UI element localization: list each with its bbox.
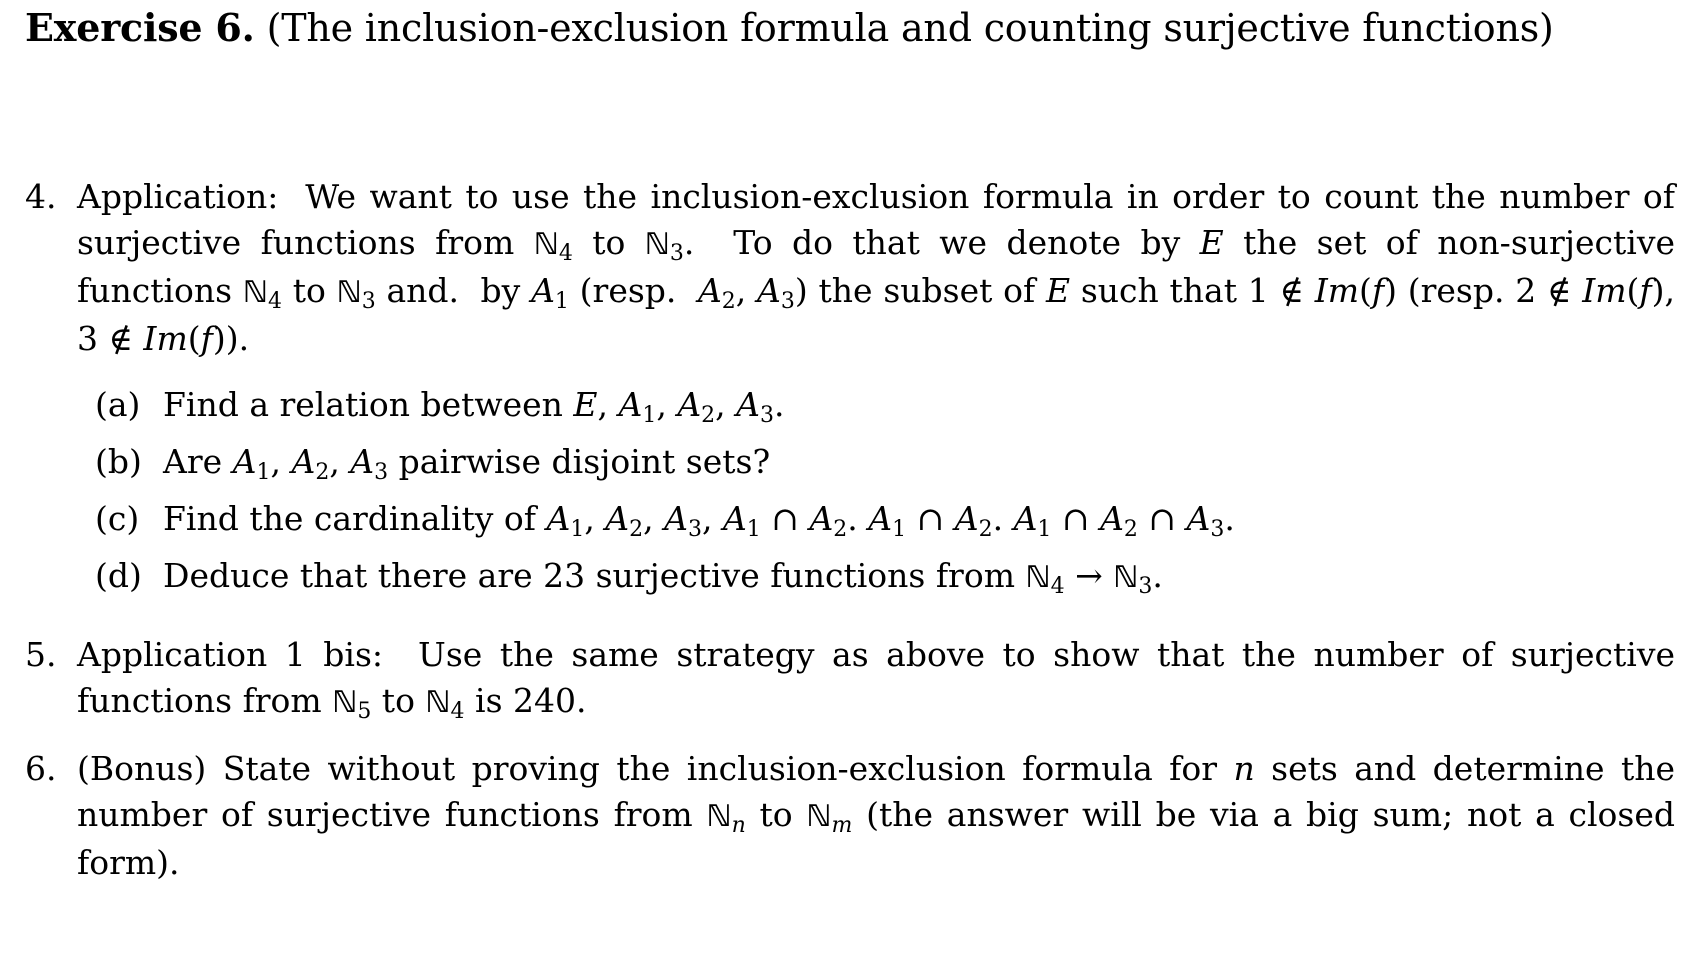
subitem-d-label: (d)	[95, 556, 142, 595]
item-6-text: (Bonus) State without proving the inclusion-exclusion formula for n sets and determine the number of surjective functions from ℕ$_n$ to ℕ$_m$ (the answer will be via a big sum; not a closed form).	[77, 749, 1675, 882]
item-5-text: Application 1 bis: Use the same strategy as above to show that the number of surjective functions from ℕ$_5$ to ℕ$_4$ is 240.	[77, 635, 1675, 724]
item-4-text	[77, 174, 1675, 362]
item-4	[25, 174, 1675, 362]
item-4-number: 4.	[25, 177, 57, 216]
item-5	[25, 632, 1675, 726]
subitem-c	[95, 496, 1615, 542]
subitem-b-text: Are $A_1$, $A_2$, $A_3$ pairwise disjoint sets?	[163, 442, 771, 485]
exercise-topic: (The inclusion-exclusion formula and counting surjective functions)	[266, 6, 1554, 50]
exercise-number: Exercise 6.	[25, 5, 255, 50]
subitem-d	[95, 553, 1615, 601]
subitem-d-text: Deduce that there are 23 surjective functions from ℕ$_4$ → ℕ$_3$.	[163, 556, 1163, 599]
subitem-b-label: (b)	[95, 442, 142, 481]
item-5-number: 5.	[25, 635, 57, 674]
item-6-number: 6.	[25, 749, 57, 788]
subitem-a-text: Find a relation between E, $A_1$, $A_2$, $A_3$.	[163, 385, 785, 428]
subitem-a	[95, 382, 1615, 428]
subitem-a-label: (a)	[95, 385, 141, 424]
item-4-line-1: Application: We want to use the inclusion-exclusion formula in order to count the number of surjective functions from ℕ$_4$ to ℕ$_3$. To do that we denote by E the set of non-surjective functions ℕ$_4$ to ℕ$_3$ and. by $A_1$ (resp. $A_2$, $A_3$) the subset of E such that 1 ∉ Im(f) (resp. 2 ∉ Im(f), 3 ∉ Im(f)).	[77, 177, 1676, 358]
item-6	[25, 746, 1675, 886]
subitem-c-label: (c)	[95, 499, 140, 538]
subitem-c-text: Find the cardinality of $A_1$, $A_2$, $A_3$, $A_1$ ∩ $A_2$. $A_1$ ∩ $A_2$. $A_1$ ∩ $A_2$ ∩ $A_3$.	[163, 499, 1235, 542]
exercise-title	[25, 6, 1554, 50]
subitem-b	[95, 439, 1615, 485]
